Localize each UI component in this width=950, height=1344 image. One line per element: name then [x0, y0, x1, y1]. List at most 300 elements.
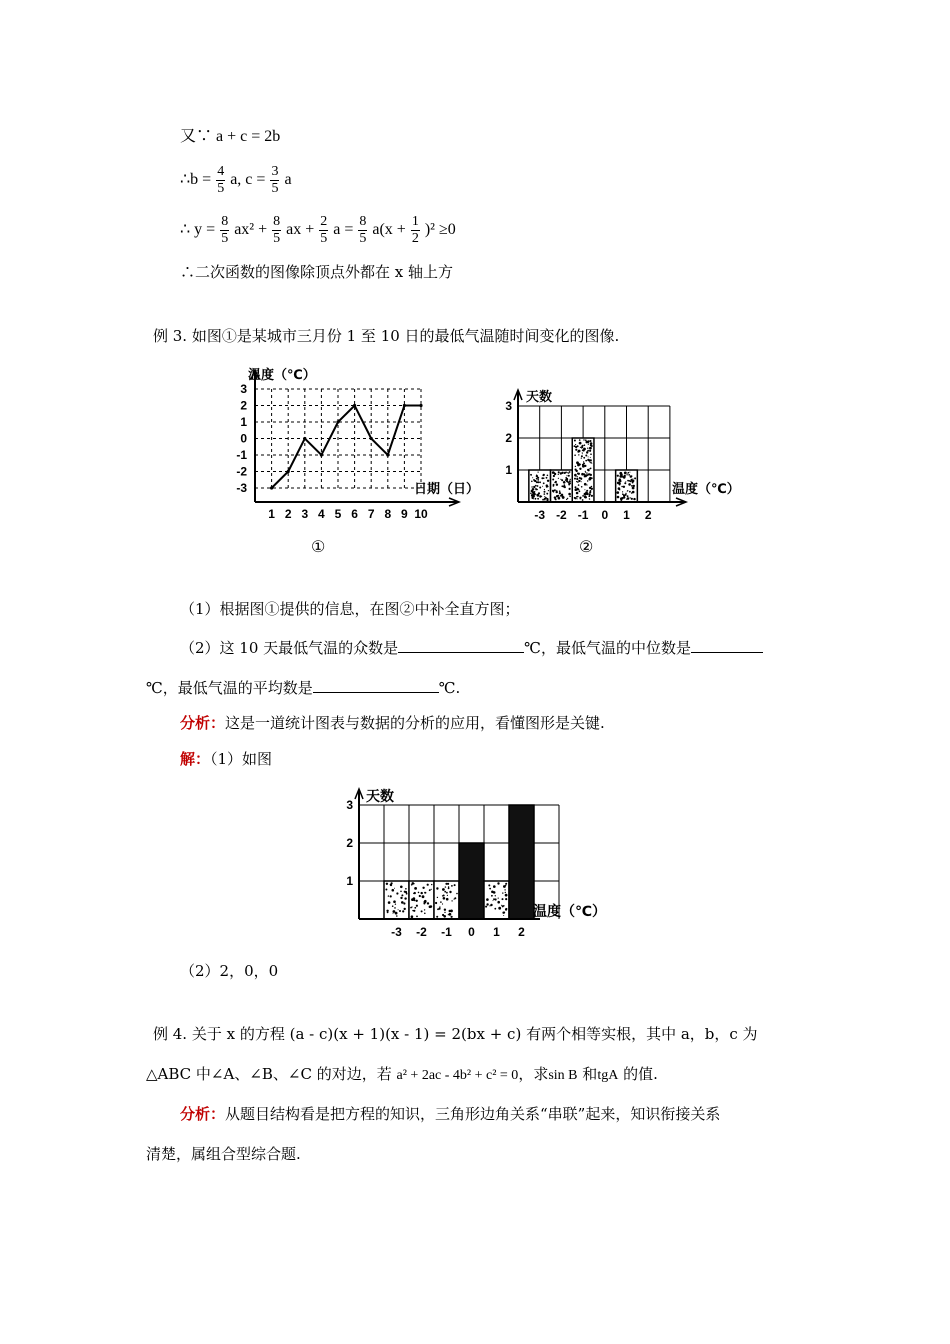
- y-tick-label: -3: [236, 481, 247, 495]
- texture-dot: [552, 479, 554, 481]
- x-tick-label: 7: [367, 507, 375, 521]
- texture-dot: [385, 889, 387, 891]
- texture-dot: [581, 481, 582, 482]
- e4-sin: sin B: [548, 1068, 578, 1083]
- fraction-num: 8: [221, 214, 229, 229]
- texture-dot: [400, 886, 403, 889]
- texture-dot: [538, 492, 540, 494]
- texture-dot: [537, 494, 540, 497]
- fraction-num: 8: [273, 214, 281, 229]
- fraction-num: 2: [320, 214, 328, 229]
- texture-dot: [485, 906, 487, 908]
- texture-dot: [444, 909, 446, 911]
- x-tick-label: 0: [601, 508, 609, 522]
- x-tick-label: 10: [414, 507, 428, 521]
- texture-dot: [421, 892, 423, 894]
- texture-dot: [617, 491, 620, 494]
- analysis-text: 从题目结构看是把方程的知识，三角形边角关系“串联”起来，知识衔接关系: [225, 1105, 721, 1123]
- proof-line-4: ∴二次函数的图像除顶点外都在 x 轴上方: [180, 263, 453, 281]
- figure-2-caption: ②: [579, 537, 594, 556]
- texture-dot: [588, 495, 590, 497]
- texture-dot: [582, 499, 584, 501]
- texture-dot: [617, 496, 620, 499]
- texture-dot: [584, 476, 586, 478]
- texture-dot: [621, 497, 623, 499]
- texture-dot: [590, 457, 591, 458]
- chart-title: 温度（℃）: [248, 368, 316, 383]
- texture-dot: [587, 469, 589, 471]
- texture-dot: [538, 472, 539, 473]
- texture-dot: [617, 475, 619, 477]
- texture-dot: [576, 481, 577, 482]
- texture-dot: [634, 477, 636, 479]
- solution-label: 解：: [180, 750, 211, 768]
- texture-dot: [392, 889, 395, 892]
- texture-dot: [558, 471, 560, 473]
- texture-dot: [587, 459, 589, 461]
- texture-dot: [531, 486, 532, 487]
- fraction: [220, 214, 229, 247]
- texture-dot: [495, 898, 497, 900]
- texture-dot: [531, 481, 533, 483]
- y-tick-label: 2: [346, 836, 353, 850]
- texture-dot: [449, 891, 451, 893]
- proof-line-2-mid: a, c =: [230, 171, 266, 189]
- texture-dot: [578, 489, 579, 490]
- texture-dot: [414, 887, 417, 890]
- texture-dot: [570, 479, 571, 480]
- y-tick-label: 1: [346, 874, 353, 888]
- texture-dot: [535, 498, 537, 500]
- texture-dot: [627, 472, 628, 473]
- texture-dot: [445, 886, 446, 887]
- texture-dot: [584, 496, 587, 499]
- example3-answer-2: （2）2，0，0: [180, 962, 279, 980]
- texture-dot: [590, 442, 593, 445]
- texture-dot: [580, 478, 582, 480]
- texture-dot: [577, 473, 579, 475]
- x-tick-label: 0: [468, 925, 475, 939]
- texture-dot: [533, 498, 534, 499]
- texture-dot: [504, 889, 505, 890]
- texture-dot: [505, 898, 507, 900]
- texture-dot: [502, 898, 504, 900]
- texture-dot: [502, 912, 504, 914]
- texture-dot: [586, 484, 587, 485]
- chart-title: 天数: [526, 390, 553, 405]
- texture-dot: [631, 475, 632, 476]
- texture-dot: [548, 490, 549, 491]
- texture-dot: [446, 898, 449, 901]
- texture-dot: [575, 469, 577, 471]
- example4-analysis-line-1: [180, 1104, 720, 1124]
- texture-dot: [622, 491, 623, 492]
- texture-dot: [488, 884, 490, 886]
- texture-dot: [405, 891, 407, 893]
- y-tick-labels: [505, 399, 512, 477]
- texture-dot: [575, 449, 577, 451]
- answer-blank-mode[interactable]: [398, 637, 524, 653]
- texture-dot: [585, 471, 586, 472]
- texture-dot: [498, 898, 499, 899]
- texture-dot: [591, 486, 593, 488]
- proof-line-2-prefix: ∴b =: [180, 171, 212, 189]
- texture-dot: [583, 461, 584, 462]
- texture-dot: [633, 485, 635, 487]
- texture-dot: [627, 480, 629, 482]
- x-tick-labels: [268, 507, 428, 521]
- texture-dot: [419, 895, 421, 897]
- texture-dot: [388, 901, 391, 904]
- texture-dot: [395, 912, 398, 915]
- texture-dot: [546, 493, 548, 495]
- texture-dot: [631, 485, 633, 487]
- texture-dot: [619, 489, 620, 490]
- texture-dot: [436, 887, 438, 889]
- y-tick-label: -2: [236, 464, 247, 479]
- texture-dot: [588, 444, 589, 445]
- texture-dot: [443, 895, 445, 897]
- q2-text-b: ℃，最低气温的中位数是: [524, 639, 691, 657]
- texture-dot: [503, 915, 504, 916]
- texture-dot: [627, 491, 628, 492]
- texture-dot: [580, 498, 581, 499]
- texture-dot: [427, 902, 429, 904]
- texture-dot: [454, 884, 456, 886]
- texture-dot: [401, 894, 403, 896]
- texture-dot: [495, 895, 496, 896]
- texture-dot: [624, 482, 626, 484]
- texture-dot: [630, 497, 631, 498]
- texture-dot: [542, 474, 544, 476]
- term: )² ≥0: [424, 221, 456, 239]
- texture-dot: [543, 477, 545, 479]
- answer-blank-median[interactable]: [691, 637, 763, 653]
- texture-dot: [554, 482, 556, 484]
- texture-dot: [429, 906, 432, 909]
- texture-dot: [542, 486, 543, 487]
- texture-dot: [447, 895, 448, 896]
- texture-dot: [581, 446, 583, 448]
- chart-title: 天数: [366, 789, 394, 805]
- texture-dot: [566, 472, 567, 473]
- x-tick-label: 2: [284, 507, 292, 521]
- texture-dot: [628, 474, 630, 476]
- texture-dot: [448, 887, 450, 889]
- texture-dot: [577, 464, 580, 467]
- texture-dot: [425, 892, 427, 894]
- texture-dot: [416, 900, 418, 902]
- term: ax² +: [234, 221, 268, 239]
- texture-dot: [569, 482, 571, 484]
- texture-dot: [578, 454, 579, 455]
- texture-dot: [489, 888, 491, 890]
- texture-dot: [559, 490, 561, 492]
- texture-dot: [589, 447, 592, 450]
- e4-text-c: 的值.: [623, 1065, 658, 1083]
- texture-dot: [582, 452, 583, 453]
- data-point: [287, 470, 290, 473]
- texture-dot: [544, 489, 545, 490]
- texture-dot: [547, 475, 549, 477]
- y-tick-label: 3: [240, 382, 247, 396]
- texture-dot: [560, 495, 562, 497]
- texture-dot: [537, 485, 539, 487]
- texture-dot: [563, 485, 565, 487]
- texture-dot: [575, 466, 576, 467]
- texture-dot: [556, 491, 558, 493]
- texture-dot: [531, 494, 534, 497]
- proof-line-2-suffix: a: [284, 171, 292, 189]
- texture-dot: [422, 887, 424, 889]
- texture-dot: [585, 460, 587, 462]
- x-tick-label: 9: [401, 507, 408, 521]
- texture-dot: [576, 492, 579, 495]
- texture-dot: [579, 468, 581, 470]
- texture-dot: [424, 909, 425, 910]
- texture-dot: [505, 908, 507, 910]
- texture-dot: [416, 905, 418, 907]
- texture-dot: [586, 492, 588, 494]
- term: ax +: [286, 221, 315, 239]
- texture-dot: [431, 884, 432, 885]
- texture-dot: [532, 477, 533, 478]
- texture-dot: [390, 895, 392, 897]
- texture-dot: [626, 474, 627, 475]
- texture-dot: [493, 900, 494, 901]
- fraction-num: 8: [359, 214, 367, 229]
- analysis-label: 分析：: [180, 1105, 226, 1123]
- texture-dot: [574, 454, 576, 456]
- example4-analysis-line-2: 清楚，属组合型综合题.: [146, 1145, 301, 1163]
- x-tick-label: 2: [518, 925, 525, 939]
- texture-dot: [574, 440, 576, 442]
- texture-dot: [547, 486, 548, 487]
- texture-dot: [627, 495, 629, 497]
- texture-dot: [486, 903, 488, 905]
- fraction-den: 5: [217, 181, 225, 196]
- texture-dot: [552, 471, 555, 474]
- temperature-series-line: [272, 406, 421, 489]
- texture-dot: [438, 908, 440, 910]
- texture-dot: [544, 498, 546, 500]
- texture-dot: [532, 488, 535, 491]
- texture-dot: [587, 450, 589, 452]
- texture-dot: [569, 488, 571, 490]
- x-tick-label: 1: [268, 507, 275, 521]
- texture-dot: [583, 439, 584, 440]
- y-tick-label: 3: [505, 399, 512, 413]
- texture-dot: [395, 904, 396, 905]
- texture-dot: [400, 891, 402, 893]
- texture-dot: [400, 897, 402, 899]
- x-tick-labels: [391, 925, 525, 939]
- example3-title: 例 3. 如图①是某城市三月份 1 至 10 日的最低气温随时间变化的图像.: [153, 327, 620, 345]
- e4-text-a: △ABC 中∠A、∠B、∠C 的对边，若: [146, 1065, 392, 1083]
- texture-dot: [584, 444, 586, 446]
- y-tick-label: 2: [505, 431, 512, 445]
- texture-dot: [392, 905, 394, 907]
- data-point: [336, 420, 339, 423]
- fraction: [319, 214, 328, 247]
- x-tick-label: 2: [644, 508, 652, 522]
- texture-dot: [554, 489, 556, 491]
- texture-dot: [396, 915, 398, 917]
- texture-dot: [590, 468, 592, 470]
- texture-dot: [578, 450, 581, 453]
- texture-dot: [590, 474, 592, 476]
- texture-dot: [566, 499, 567, 500]
- bar: [509, 805, 534, 919]
- proof-line-3-prefix: ∴ y =: [180, 221, 216, 239]
- texture-dot: [418, 892, 420, 894]
- texture-dot: [557, 495, 559, 497]
- texture-dot: [456, 893, 458, 895]
- texture-dot: [588, 456, 589, 457]
- analysis-label: 分析：: [180, 714, 226, 732]
- texture-dot: [414, 907, 416, 909]
- texture-dot: [411, 906, 412, 907]
- texture-dot: [404, 897, 406, 899]
- texture-dot: [490, 904, 492, 906]
- texture-dot: [505, 883, 507, 885]
- example4-line-2: [146, 1064, 658, 1086]
- fraction-num: 1: [411, 214, 419, 229]
- texture-dot: [575, 488, 578, 491]
- texture-dot: [577, 498, 578, 499]
- texture-dot: [575, 476, 576, 477]
- texture-dot: [414, 883, 415, 884]
- fraction: [272, 214, 281, 247]
- y-tick-labels: [346, 798, 353, 888]
- texture-dot: [575, 444, 576, 445]
- completed-histogram: [340, 783, 620, 945]
- chart-grid: [255, 389, 421, 488]
- fraction-den: 2: [411, 231, 419, 246]
- x-tick-label: -2: [556, 508, 567, 522]
- texture-dot: [530, 493, 532, 495]
- texture-dot: [576, 496, 578, 498]
- solution-text: （1）如图: [210, 750, 273, 768]
- texture-dot: [505, 892, 506, 893]
- q2-text-d: ℃.: [438, 679, 461, 697]
- fraction-den: 5: [273, 231, 281, 246]
- texture-dot: [619, 472, 622, 475]
- fraction-den: 5: [359, 231, 367, 246]
- texture-dot: [581, 455, 583, 457]
- texture-dot: [386, 883, 388, 885]
- texture-dot: [625, 481, 626, 482]
- texture-dot: [565, 479, 567, 481]
- texture-dot: [576, 478, 578, 480]
- x-tick-label: -2: [416, 925, 427, 939]
- texture-dot: [494, 908, 496, 910]
- texture-dot: [585, 472, 586, 473]
- texture-dot: [423, 903, 425, 905]
- bar: [459, 843, 484, 919]
- proof-line-3: [180, 214, 456, 247]
- texture-dot: [586, 490, 588, 492]
- texture-dot: [449, 910, 451, 912]
- texture-dot: [631, 498, 633, 500]
- texture-dot: [394, 888, 395, 889]
- data-point: [303, 437, 306, 440]
- texture-dot: [568, 475, 570, 477]
- texture-dot: [558, 497, 561, 500]
- texture-dot: [546, 499, 548, 501]
- texture-dot: [436, 916, 438, 918]
- texture-dot: [588, 478, 591, 481]
- texture-dot: [533, 486, 535, 488]
- texture-dot: [454, 899, 455, 900]
- texture-dot: [442, 888, 445, 891]
- texture-dot: [621, 474, 623, 476]
- texture-dot: [451, 885, 453, 887]
- texture-dot: [585, 439, 587, 441]
- fraction-den: 5: [320, 231, 328, 246]
- texture-dot: [569, 480, 571, 482]
- texture-dot: [567, 472, 568, 473]
- texture-dot: [562, 498, 563, 499]
- x-tick-label: 4: [318, 507, 325, 521]
- texture-dot: [582, 453, 583, 454]
- texture-dot: [627, 497, 630, 500]
- texture-dot: [590, 453, 592, 455]
- example3-analysis: [180, 713, 605, 733]
- texture-dot: [387, 912, 389, 914]
- texture-dot: [586, 451, 588, 453]
- answer-blank-mean[interactable]: [313, 677, 439, 693]
- texture-dot: [591, 445, 593, 447]
- texture-dot: [582, 495, 584, 497]
- texture-dot: [584, 483, 587, 486]
- texture-dot: [590, 490, 592, 492]
- texture-dot: [401, 901, 404, 904]
- texture-dot: [543, 482, 545, 484]
- texture-dot: [629, 472, 630, 473]
- x-axis-label: 温度（℃）: [533, 904, 606, 920]
- texture-dot: [561, 485, 563, 487]
- texture-dot: [536, 475, 538, 477]
- texture-dot: [394, 907, 396, 909]
- texture-dot: [579, 439, 581, 441]
- texture-dot: [391, 882, 393, 884]
- texture-dot: [566, 475, 567, 476]
- texture-dot: [623, 486, 625, 488]
- x-tick-label: 1: [623, 508, 630, 522]
- texture-dot: [402, 910, 404, 912]
- texture-dot: [429, 889, 431, 891]
- texture-dot: [559, 492, 561, 494]
- texture-dot: [582, 449, 584, 451]
- x-tick-label: -3: [534, 508, 546, 522]
- data-point: [403, 404, 406, 407]
- texture-dot: [403, 902, 405, 904]
- e4-and: 和: [582, 1065, 598, 1083]
- texture-dot: [554, 496, 556, 498]
- texture-dot: [497, 901, 500, 904]
- texture-dot: [632, 478, 633, 479]
- texture-dot: [587, 448, 588, 449]
- texture-dot: [497, 882, 499, 884]
- texture-dot: [537, 498, 539, 500]
- texture-dot: [449, 913, 452, 916]
- question-2-line-1: [180, 637, 763, 658]
- texture-dot: [536, 478, 538, 480]
- texture-dot: [631, 492, 633, 494]
- texture-dot: [405, 888, 407, 890]
- texture-dot: [622, 493, 624, 495]
